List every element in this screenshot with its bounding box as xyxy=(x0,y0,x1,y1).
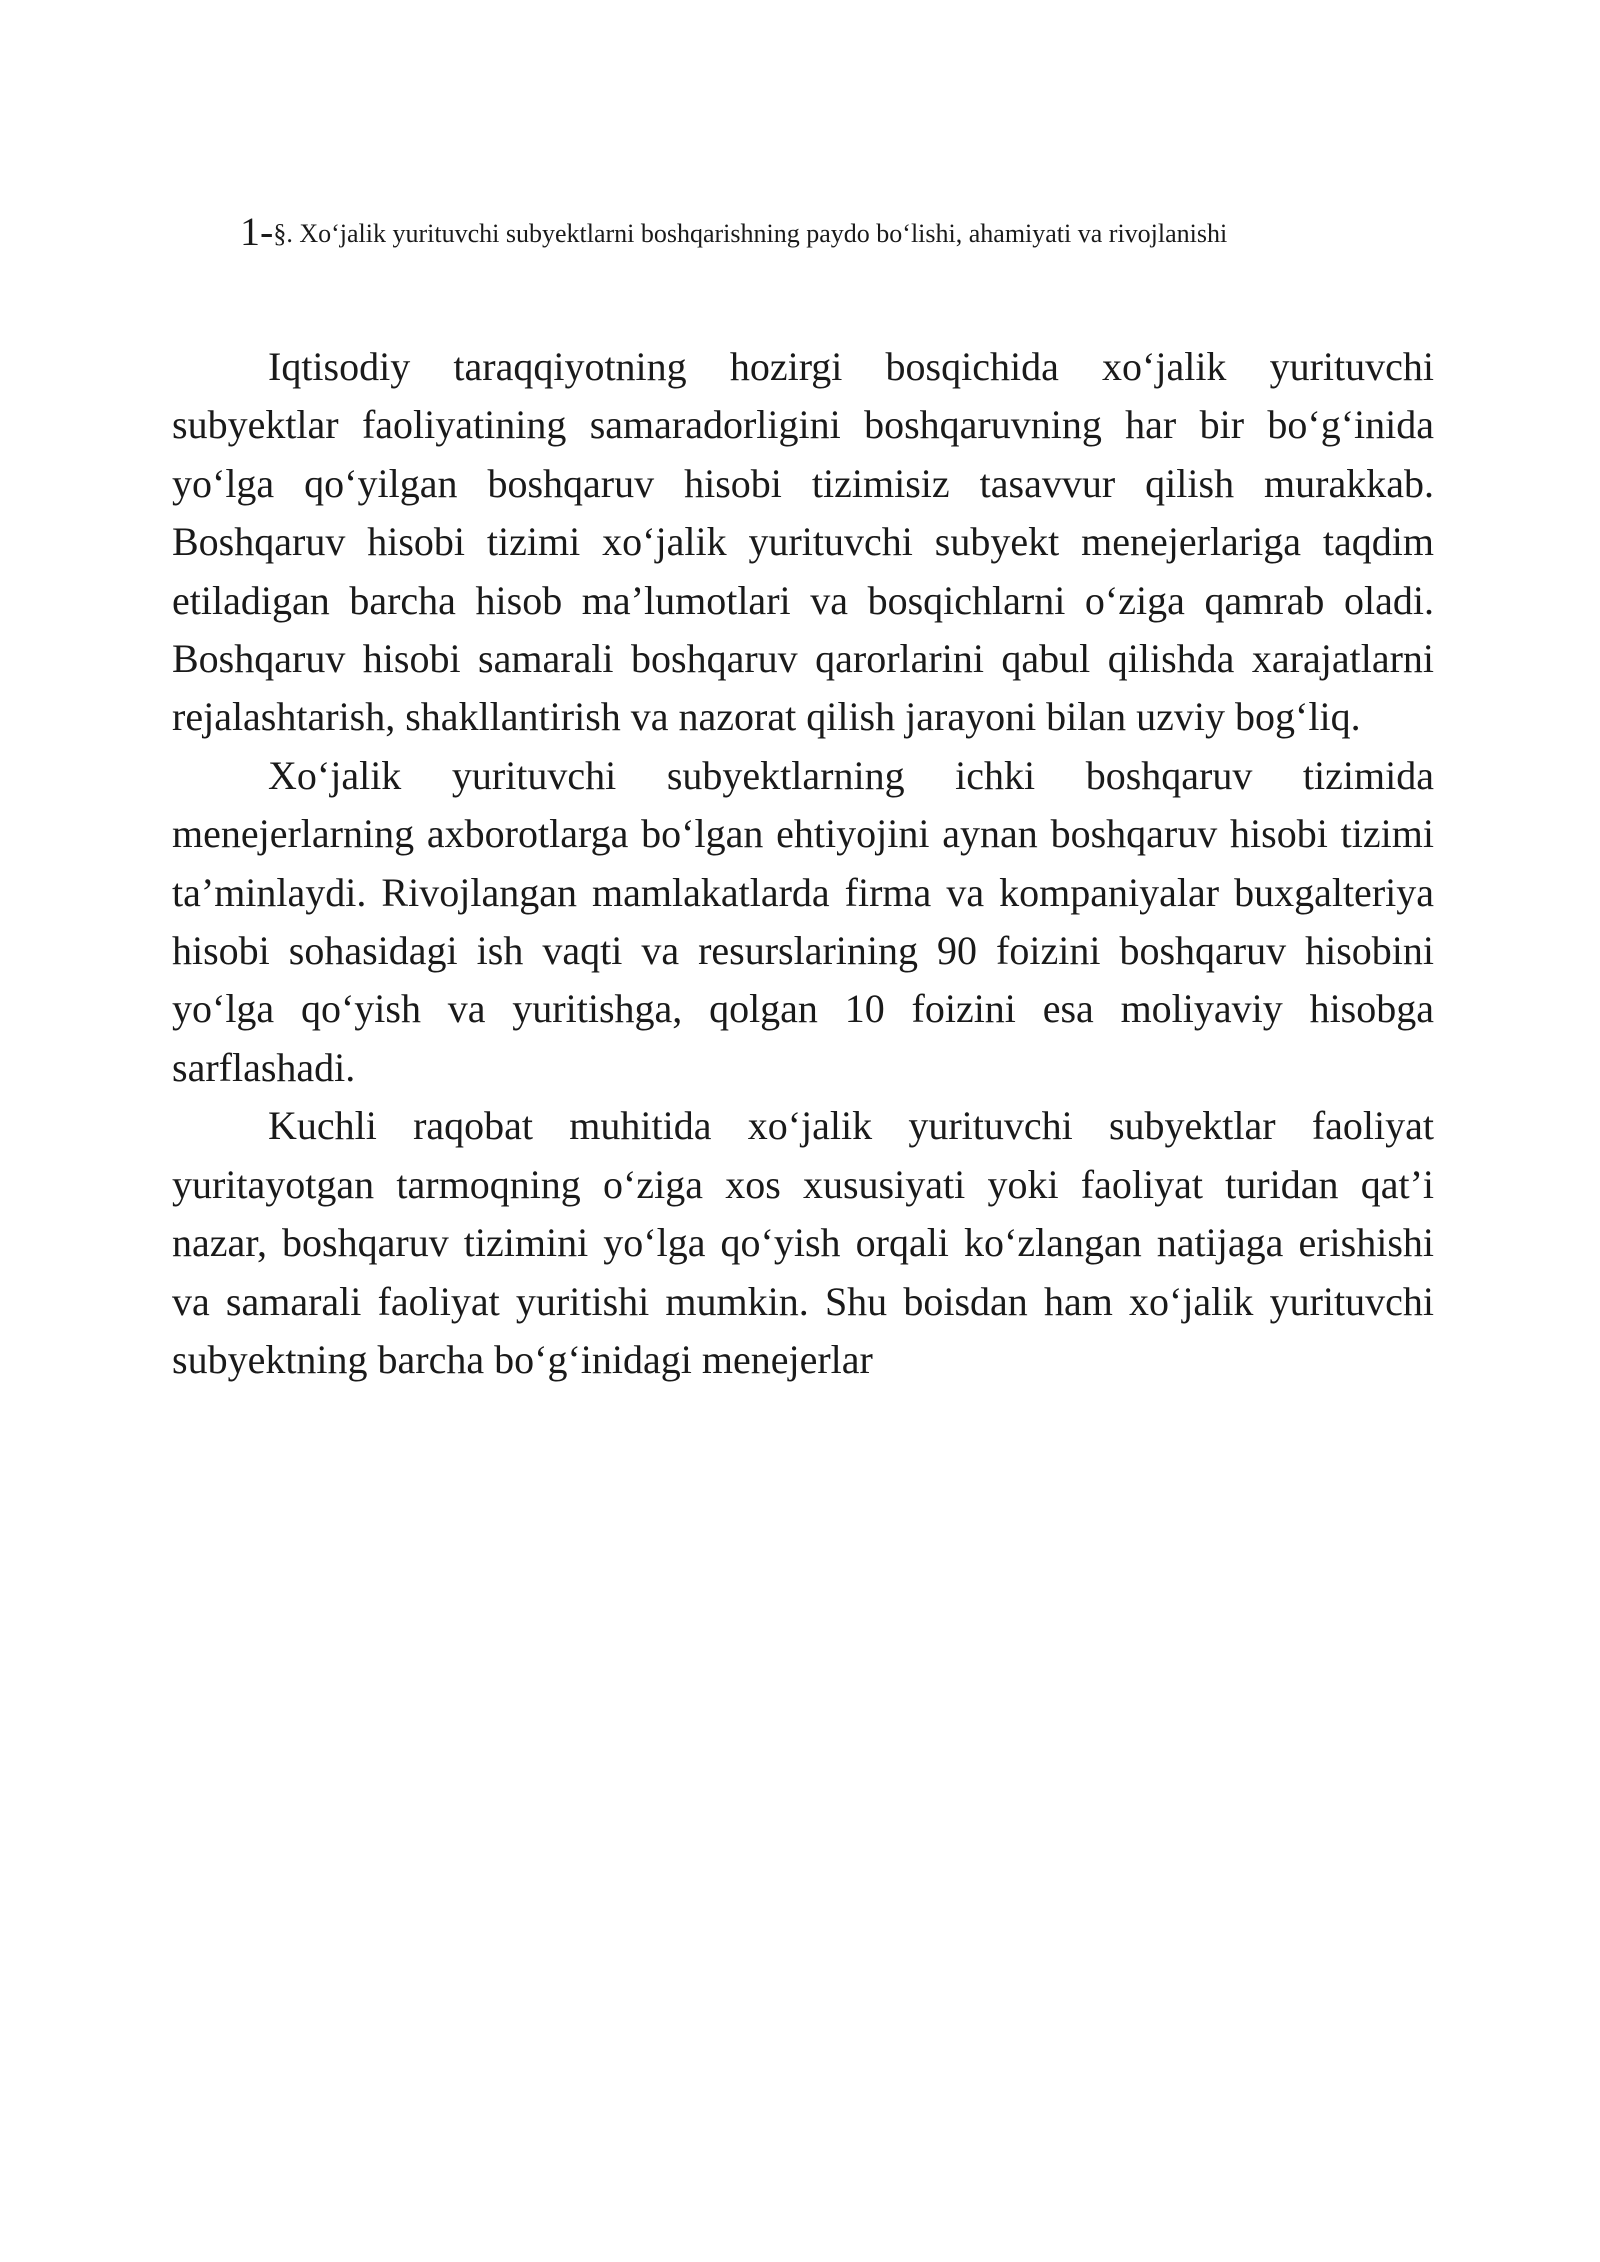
body-text xyxy=(172,338,1434,1389)
section-heading xyxy=(240,208,1440,256)
paragraph-3: Kuchli raqobat muhitida xo‘jalik yurituvchi subyektlar faoliyat yuritayotgan tarmoqning o‘ziga xos xususiyati yoki faoliyat turidan qat’i nazar, boshqaruv tizimini yo‘lga qo‘yish orqali ko‘zlangan natijaga erishishi va samarali faoliyat yuritishi mumkin. Shu boisdan ham xo‘jalik yurituvchi subyektning barcha bo‘g‘inidagi menejerlar xyxy=(172,1103,1434,1382)
section-title: §. Xo‘jalik yurituvchi subyektlarni boshqarishning paydo bo‘lishi, ahamiyati va rivojlanishi xyxy=(273,219,1228,248)
section-number: 1- xyxy=(240,209,274,254)
paragraph-2: Xo‘jalik yurituvchi subyektlarning ichki boshqaruv tizimida menejerlarning axborotlarga bo‘lgan ehtiyojini aynan boshqaruv hisobi tizimi ta’minlaydi. Rivojlangan mamlakatlarda firma va kompaniyalar buxgalteriya hisobi sohasidagi ish vaqti va resurslarining 90 foizini boshqaruv hisobini yo‘lga qo‘yish va yuritishga, qolgan 10 foizini esa moliyaviy hisobga sarflashadi. xyxy=(172,752,1434,1090)
paragraph-1: Iqtisodiy taraqqiyotning hozirgi bosqichida xo‘jalik yurituvchi subyektlar faoliyatining samaradorligini boshqaruvning har bir bo‘g‘inida yo‘lga qo‘yilgan boshqaruv hisobi tizimisiz tasavvur qilish murakkab. Boshqaruv hisobi tizimi xo‘jalik yurituvchi subyekt menejerlariga taqdim etiladigan barcha hisob ma’lumotlari va bosqichlarni o‘ziga qamrab oladi. Boshqaruv hisobi samarali boshqaruv qarorlarini qabul qilishda xarajatlarni rejalashtarish, shakllantirish va nazorat qilish jarayoni bilan uzviy bog‘liq. xyxy=(172,344,1434,740)
